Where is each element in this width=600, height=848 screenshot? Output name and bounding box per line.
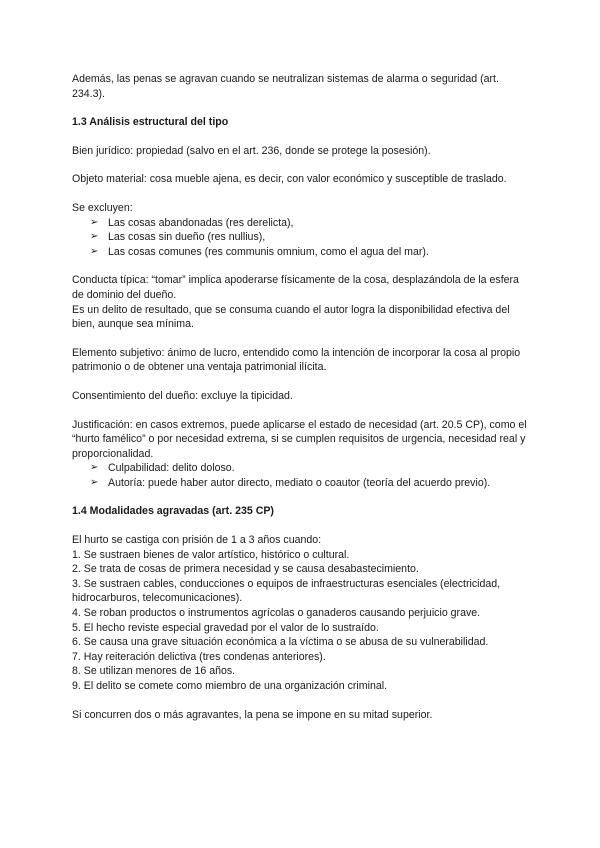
list-item: ➢ Culpabilidad: delito doloso.	[90, 462, 235, 475]
list-item: 4. Se roban productos o instrumentos agrícolas o ganaderos causando perjuicio grave.	[72, 607, 481, 620]
list-item: 6. Se causa una grave situación económica a la víctima o se abusa de su vulnerabilidad.	[72, 636, 489, 649]
list-item: 1. Se sustraen bienes de valor artístico, histórico o cultural.	[72, 548, 350, 561]
list-item: 3. Se sustraen cables, conducciones o equipos de infraestructuras esenciales (electricidad, hidrocarburos, telecomunicaciones).	[72, 577, 501, 605]
section-1-3-heading: 1.3 Análisis estructural del tipo	[72, 116, 229, 129]
elemento-subjetivo-paragraph: Elemento subjetivo: ánimo de lucro, entendido como la intención de incorporar la cosa al propio patrimonio o de obtener una ventaja patrimonial ilícita.	[72, 346, 521, 374]
arrow-bullet-icon: ➢	[90, 462, 99, 474]
arrow-bullet-icon: ➢	[90, 245, 99, 257]
se-excluyen-paragraph: Se excluyen:	[72, 201, 133, 214]
objeto-material-paragraph: Objeto material: cosa mueble ajena, es decir, con valor económico y susceptible de traslado.	[72, 173, 507, 186]
excluded-list	[72, 216, 532, 260]
document-page	[72, 72, 532, 722]
closing-paragraph: Si concurren dos o más agravantes, la pena se impone en su mitad superior.	[72, 708, 433, 721]
arrow-bullet-icon: ➢	[90, 216, 99, 228]
hurto-intro-paragraph: El hurto se castiga con prisión de 1 a 3 años cuando:	[72, 534, 322, 547]
list-item: ➢ Las cosas sin dueño (res nullius),	[90, 231, 266, 244]
list-item: ➢ Autoría: puede haber autor directo, mediato o coautor (teoría del acuerdo previo).	[90, 476, 491, 489]
intro-paragraph: Además, las penas se agravan cuando se neutralizan sistemas de alarma o seguridad (art. 234.3).	[72, 73, 499, 100]
list-item: 5. El hecho reviste especial gravedad por el valor de lo sustraído.	[72, 621, 379, 634]
delito-resultado-paragraph: Es un delito de resultado, que se consuma cuando el autor logra la disponibilidad efectiva del bien, aunque sea mínima.	[72, 303, 510, 331]
section-1-4-heading: 1.4 Modalidades agravadas (art. 235 CP)	[72, 505, 274, 518]
list-item: 9. El delito se comete como miembro de una organización criminal.	[72, 680, 388, 692]
bien-juridico-paragraph: Bien jurídico: propiedad (salvo en el art. 236, donde se protege la posesión).	[72, 144, 431, 157]
justificacion-paragraph: Justificación: en casos extremos, puede aplicarse el estado de necesidad (art. 20.5 CP), como el “hurto famélico” o por necesidad extrema, si se cumplen requisitos de urgencia, necesidad real y proporcionalidad.	[72, 418, 527, 460]
list-item: 7. Hay reiteración delictiva (tres condenas anteriores).	[72, 650, 326, 663]
agravantes-list	[72, 548, 532, 694]
arrow-bullet-icon: ➢	[90, 231, 99, 243]
arrow-bullet-icon: ➢	[90, 476, 99, 488]
list-item: 2. Se trata de cosas de primera necesidad y se causa desabastecimiento.	[72, 563, 419, 576]
list-item: ➢ Las cosas comunes (res communis omnium, como el agua del mar).	[90, 245, 429, 258]
further-list	[72, 461, 532, 490]
consentimiento-paragraph: Consentimiento del dueño: excluye la tipicidad.	[72, 389, 293, 402]
list-item: ➢ Las cosas abandonadas (res derelicta),	[90, 216, 294, 229]
conducta-tipica-paragraph: Conducta típica: “tomar” implica apoderarse físicamente de la cosa, desplazándola de la esfera de dominio del dueño.	[72, 274, 519, 301]
list-item: 8. Se utilizan menores de 16 años.	[72, 665, 236, 678]
